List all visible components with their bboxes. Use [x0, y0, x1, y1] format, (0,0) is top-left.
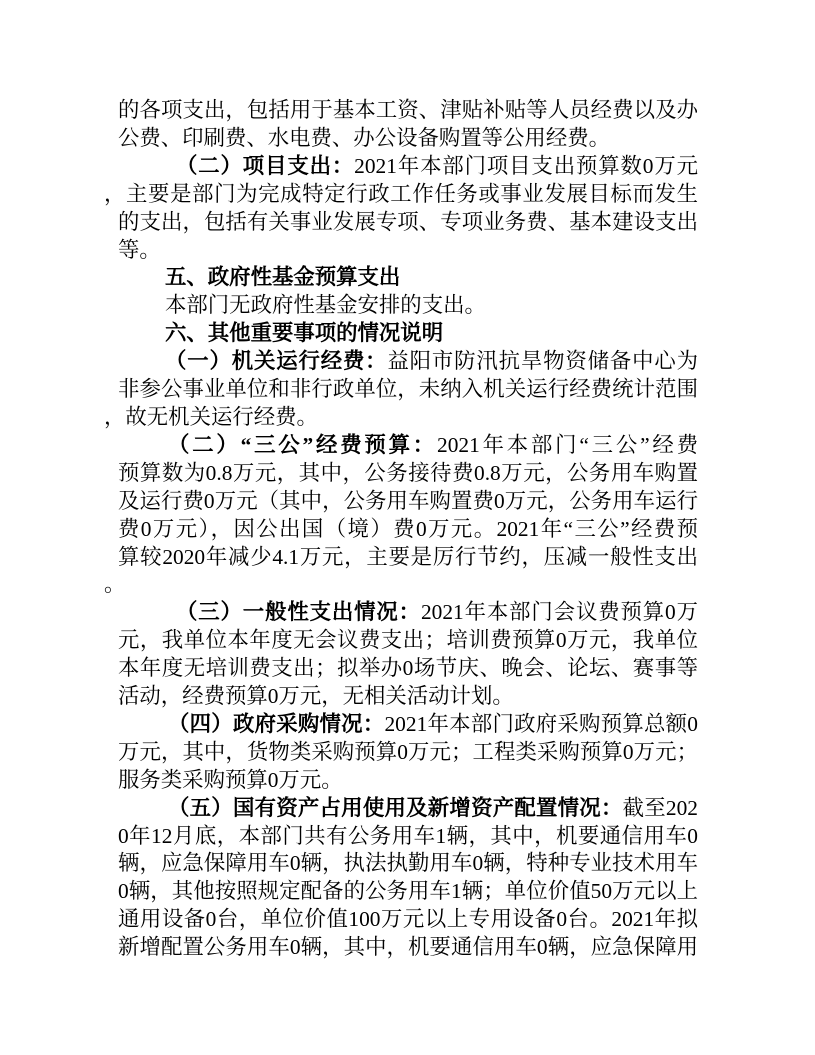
text-line: 0年12月底，本部门共有公务用车1辆，其中，机要通信用车0	[118, 823, 698, 848]
text-line: 及运行费0万元（其中，公务用车购置费0万元，公务用车运行	[118, 488, 698, 513]
text-line	[118, 320, 698, 348]
text-line: 本年度无培训费支出；拟举办0场节庆、晚会、论坛、赛事等	[118, 656, 698, 681]
text-line: 辆，应急保障用车0辆，执法执勤用车0辆，特种专业技术用车	[118, 851, 698, 876]
text-line: （五）国有资产占用使用及新增资产配置情况：截至202	[168, 795, 698, 820]
text-line: 新增配置公务用车0辆，其中，机要通信用车0辆，应急保障用	[118, 935, 698, 960]
line-bold-label: （五）国有资产占用使用及新增资产配置情况：	[168, 795, 623, 820]
text-line: 元，我单位本年度无会议费支出；培训费预算0万元，我单位	[118, 628, 698, 653]
text-line: 万元，其中，货物类采购预算0万元；工程类采购预算0万元；	[118, 739, 698, 764]
text-line: 本部门无政府性基金安排的支出。	[165, 293, 486, 318]
line-bold-label: （四）政府采购情况：	[168, 711, 385, 736]
text-line: 通用设备0台，单位价值100万元以上专用设备0台。2021年拟	[118, 907, 698, 932]
line-bold-label: 六、其他重要事项的情况说明	[165, 321, 444, 346]
text-line: （二）项目支出：2021年本部门项目支出预算数0万元	[176, 153, 698, 178]
text-line: 0辆，其他按照规定配备的公务用车1辆；单位价值50万元以上	[118, 879, 698, 904]
text-line	[118, 264, 698, 292]
text-line: 的各项支出，包括用于基本工资、津贴补贴等人员经费以及办	[118, 98, 698, 122]
text-line: 算较2020年减少4.1万元，主要是厉行节约，压减一般性支出	[118, 544, 698, 569]
text-line: （四）政府采购情况：2021年本部门政府采购预算总额0	[168, 711, 698, 736]
text-line: （二）“三公”经费预算：2021年本部门“三公”经费	[168, 432, 698, 457]
text-line: 的支出，包括有关事业发展专项、专项业务费、基本建设支出	[118, 209, 698, 234]
text-line: 服务类采购预算0万元。	[118, 767, 343, 792]
text-line: （三）一般性支出情况：2021年本部门会议费预算0万	[176, 600, 698, 625]
line-bold-label: （三）一般性支出情况：	[176, 600, 421, 625]
text-line: 费0万元），因公出国（境）费0万元。2021年“三公”经费预	[118, 516, 698, 541]
text-line: 。	[104, 572, 126, 597]
text-line: ，主要是部门为完成特定行政工作任务或事业发展目标而发生	[104, 181, 698, 206]
text-line: 活动，经费预算0万元，无相关活动计划。	[118, 684, 514, 709]
line-bold-label: （一）机关运行经费：	[165, 349, 388, 374]
text-line: 等。	[118, 237, 161, 262]
text-line: 预算数为0.8万元，其中，公务接待费0.8万元，公务用车购置	[118, 460, 698, 485]
text-line: 非参公事业单位和非行政单位，未纳入机关运行经费统计范围	[118, 377, 698, 402]
line-bold-label: 五、政府性基金预算支出	[165, 265, 401, 290]
line-bold-label: （二）“三公”经费预算：	[168, 432, 437, 457]
line-bold-label: （二）项目支出：	[176, 153, 355, 178]
text-line: ，故无机关运行经费。	[104, 404, 318, 429]
text-line: 公费、印刷费、水电费、办公设备购置等公用经费。	[118, 125, 610, 150]
document-text	[104, 97, 698, 962]
text-line: （一）机关运行经费：益阳市防汛抗旱物资储备中心为	[165, 349, 698, 374]
